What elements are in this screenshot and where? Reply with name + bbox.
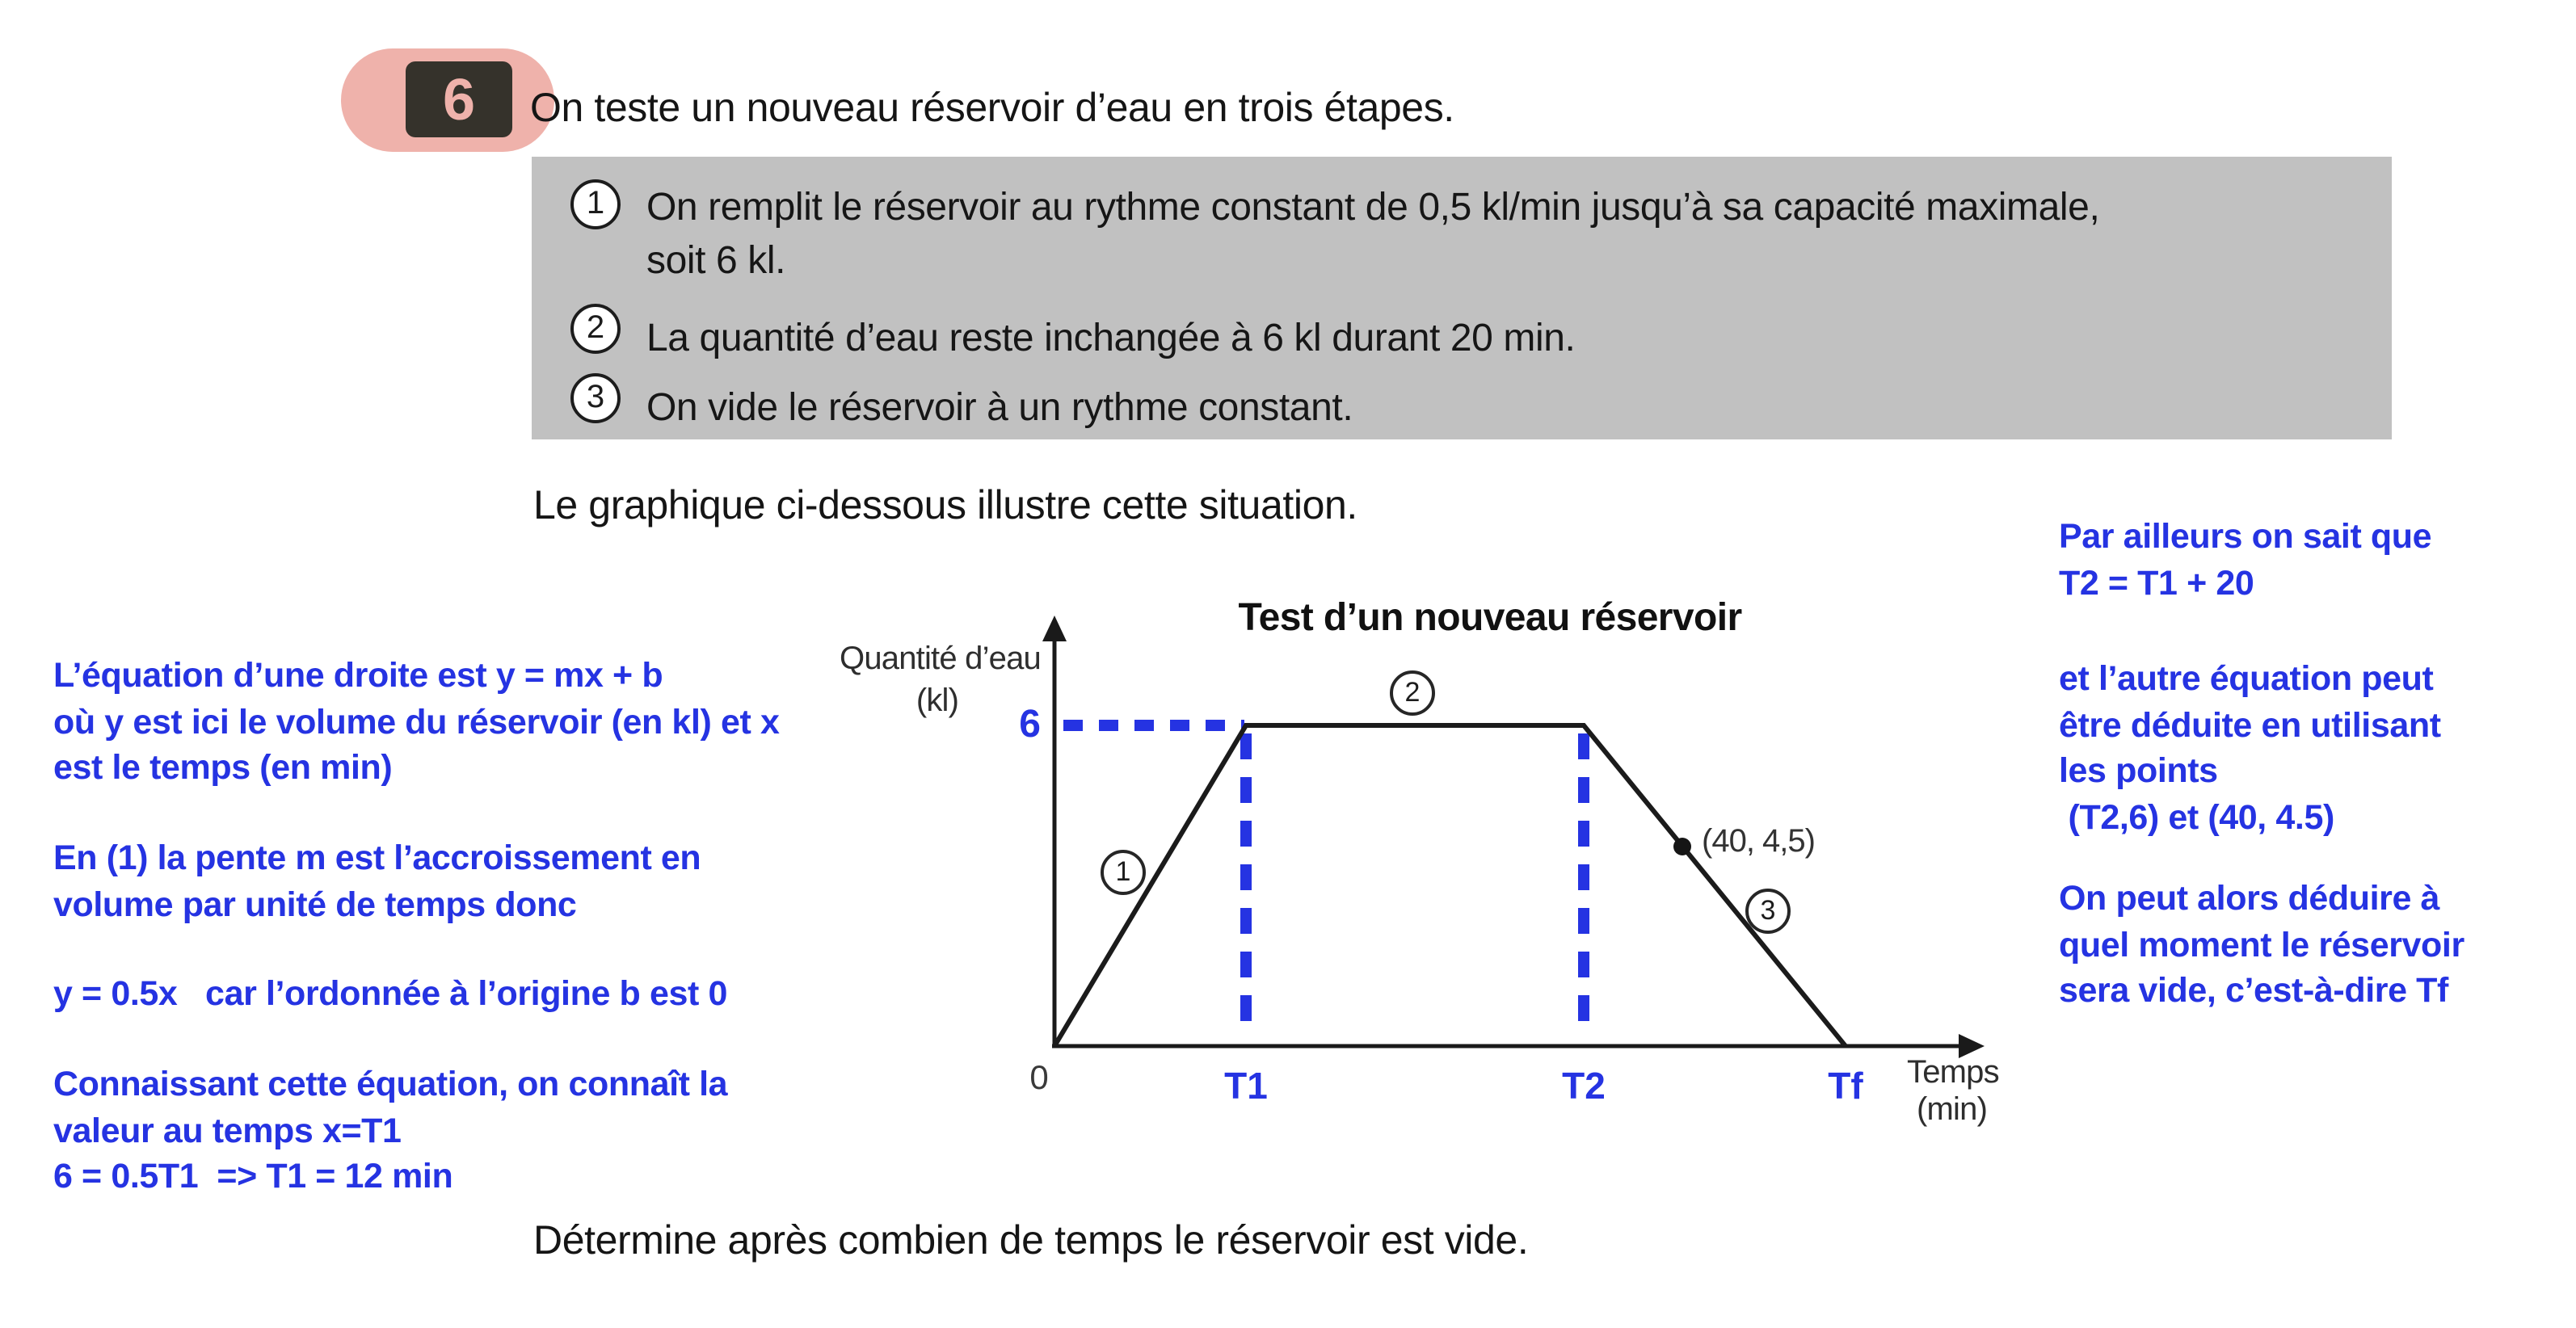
segment-3-marker — [1745, 889, 1791, 934]
water-level-curve — [1054, 725, 1846, 1046]
x-tick-t1: T1 — [1224, 1065, 1268, 1107]
marked-point-dot — [1673, 838, 1691, 855]
annotation-line: L’équation d’une droite est y = mx + b — [53, 656, 663, 695]
x-axis-unit: (min) — [1917, 1092, 1988, 1128]
annotation-line: sera vide, c’est-à-dire Tf — [2059, 971, 2448, 1010]
segment-2-number: 2 — [1404, 677, 1421, 708]
annotation-line: valeur au temps x=T1 — [53, 1111, 402, 1149]
annotation-line: et l’autre équation peut — [2059, 659, 2434, 698]
annotation-line: (T2,6) et (40, 4.5) — [2059, 797, 2334, 836]
y-tick-6: 6 — [1019, 703, 1041, 746]
annotation-left-block-2 — [53, 835, 701, 927]
step-1-number: 1 — [586, 186, 605, 221]
exercise-heading: On teste un nouveau réservoir d’eau en trois étapes. — [530, 86, 1454, 131]
exercise-number: 6 — [442, 65, 476, 132]
annotation-line: les points — [2059, 751, 2218, 790]
annotation-line: 6 = 0.5T1 => T1 = 12 min — [53, 1157, 453, 1196]
annotation-line: y = 0.5x car l’ordonnée à l’origine b est 0 — [53, 974, 727, 1013]
annotation-left-block-3 — [53, 971, 727, 1017]
annotation-line: quel moment le réservoir — [2059, 925, 2464, 964]
annotation-right-block-1 — [2059, 514, 2431, 606]
annotation-line: être déduite en utilisant — [2059, 705, 2441, 744]
annotation-left-block-4 — [53, 1061, 727, 1200]
annotation-line: est le temps (en min) — [53, 748, 393, 787]
step-1-line-1: On remplit le réservoir au rythme constant de 0,5 kl/min jusqu’à sa capacité maximale, — [646, 186, 2100, 229]
segment-3-number: 3 — [1760, 895, 1776, 926]
x-axis-label: Temps — [1907, 1055, 1999, 1091]
annotation-right-block-2 — [2059, 656, 2441, 840]
segment-1-number: 1 — [1115, 856, 1131, 887]
annotation-line: où y est ici le volume du réservoir (en kl) et x — [53, 702, 780, 741]
y-axis-arrow-icon — [1042, 616, 1067, 641]
y-axis-unit: (kl) — [915, 683, 959, 719]
annotation-line: Connaissant cette équation, on connaît la — [53, 1065, 728, 1103]
step-3-number: 3 — [586, 380, 605, 415]
marked-point-label: (40, 4,5) — [1702, 824, 1815, 859]
step-2-line-1: La quantité d’eau reste inchangée à 6 kl durant 20 min. — [646, 317, 1576, 360]
x-tick-tf: Tf — [1828, 1065, 1863, 1107]
annotation-line: Par ailleurs on sait que — [2059, 517, 2432, 556]
y-axis-label: Quantité d’eau — [840, 641, 1041, 677]
x-tick-t2: T2 — [1562, 1065, 1606, 1107]
annotation-line: volume par unité de temps donc — [53, 885, 577, 923]
intro-line: Le graphique ci-dessous illustre cette situation. — [533, 483, 1357, 528]
step-1-line-2: soit 6 kl. — [646, 239, 786, 283]
annotation-right-block-3 — [2059, 876, 2464, 1014]
step-2-number: 2 — [586, 310, 605, 346]
origin-label: 0 — [1029, 1060, 1049, 1097]
annotation-line: En (1) la pente m est l’accroissement en — [53, 838, 701, 877]
step-3-line-1: On vide le réservoir à un rythme constant. — [646, 386, 1353, 430]
segment-2-marker — [1390, 670, 1435, 716]
question-line: Détermine après combien de temps le réservoir est vide. — [533, 1218, 1529, 1263]
chart-title: Test d’un nouveau réservoir — [1238, 596, 1742, 640]
annotation-left-block-1 — [53, 653, 779, 791]
segment-1-marker — [1101, 850, 1146, 895]
annotation-line: T2 = T1 + 20 — [2059, 563, 2254, 602]
annotation-line: On peut alors déduire à — [2059, 879, 2440, 918]
